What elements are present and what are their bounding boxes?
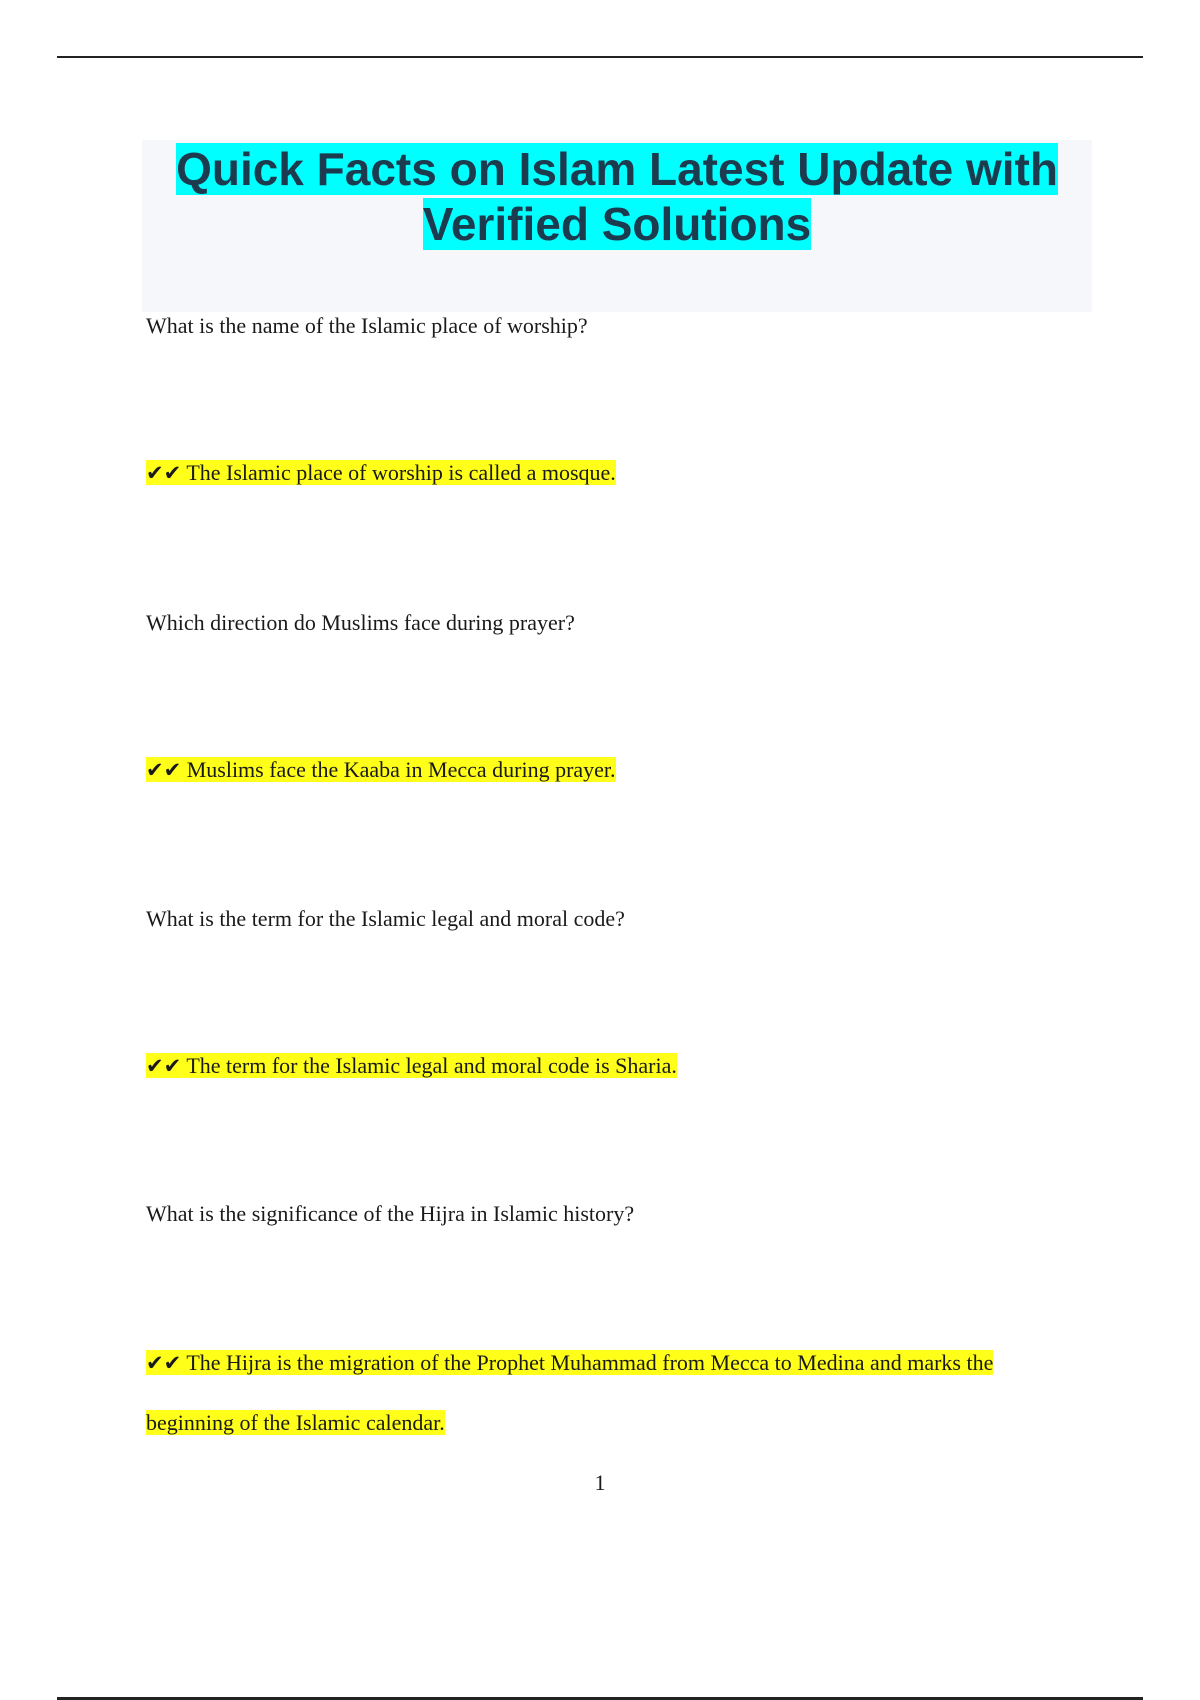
answer-3 xyxy=(146,1051,1086,1081)
question-3: What is the term for the Islamic legal and moral code? xyxy=(146,906,625,931)
double-check-icon: ✔✔ xyxy=(146,1054,182,1078)
double-check-icon: ✔✔ xyxy=(146,461,182,485)
answer-2-text: Muslims face the Kaaba in Mecca during prayer. xyxy=(186,757,616,782)
question-2: Which direction do Muslims face during prayer? xyxy=(146,610,575,635)
page-number: 1 xyxy=(594,1470,606,1495)
double-check-icon: ✔✔ xyxy=(146,758,182,782)
answer-3-highlight xyxy=(146,1053,677,1078)
page-title-text: Quick Facts on Islam Latest Update with Verified Solutions xyxy=(176,143,1058,250)
top-rule xyxy=(57,56,1143,58)
answer-1-highlight xyxy=(146,460,616,485)
question-4: What is the significance of the Hijra in Islamic history? xyxy=(146,1201,635,1226)
answer-4 xyxy=(146,1333,1086,1452)
answer-1-text: The Islamic place of worship is called a mosque. xyxy=(186,460,616,485)
question-1: What is the name of the Islamic place of worship? xyxy=(146,313,588,338)
answer-1 xyxy=(146,458,1086,488)
answer-4-text: The Hijra is the migration of the Prophet Muhammad from Mecca to Medina and marks the beginning of the Islamic calendar. xyxy=(146,1350,994,1435)
answer-4-highlight xyxy=(146,1350,993,1435)
answer-2 xyxy=(146,755,1086,785)
double-check-icon: ✔✔ xyxy=(146,1351,182,1375)
answer-2-highlight xyxy=(146,757,616,782)
page-title xyxy=(142,142,1092,252)
answer-3-text: The term for the Islamic legal and moral code is Sharia. xyxy=(186,1053,677,1078)
